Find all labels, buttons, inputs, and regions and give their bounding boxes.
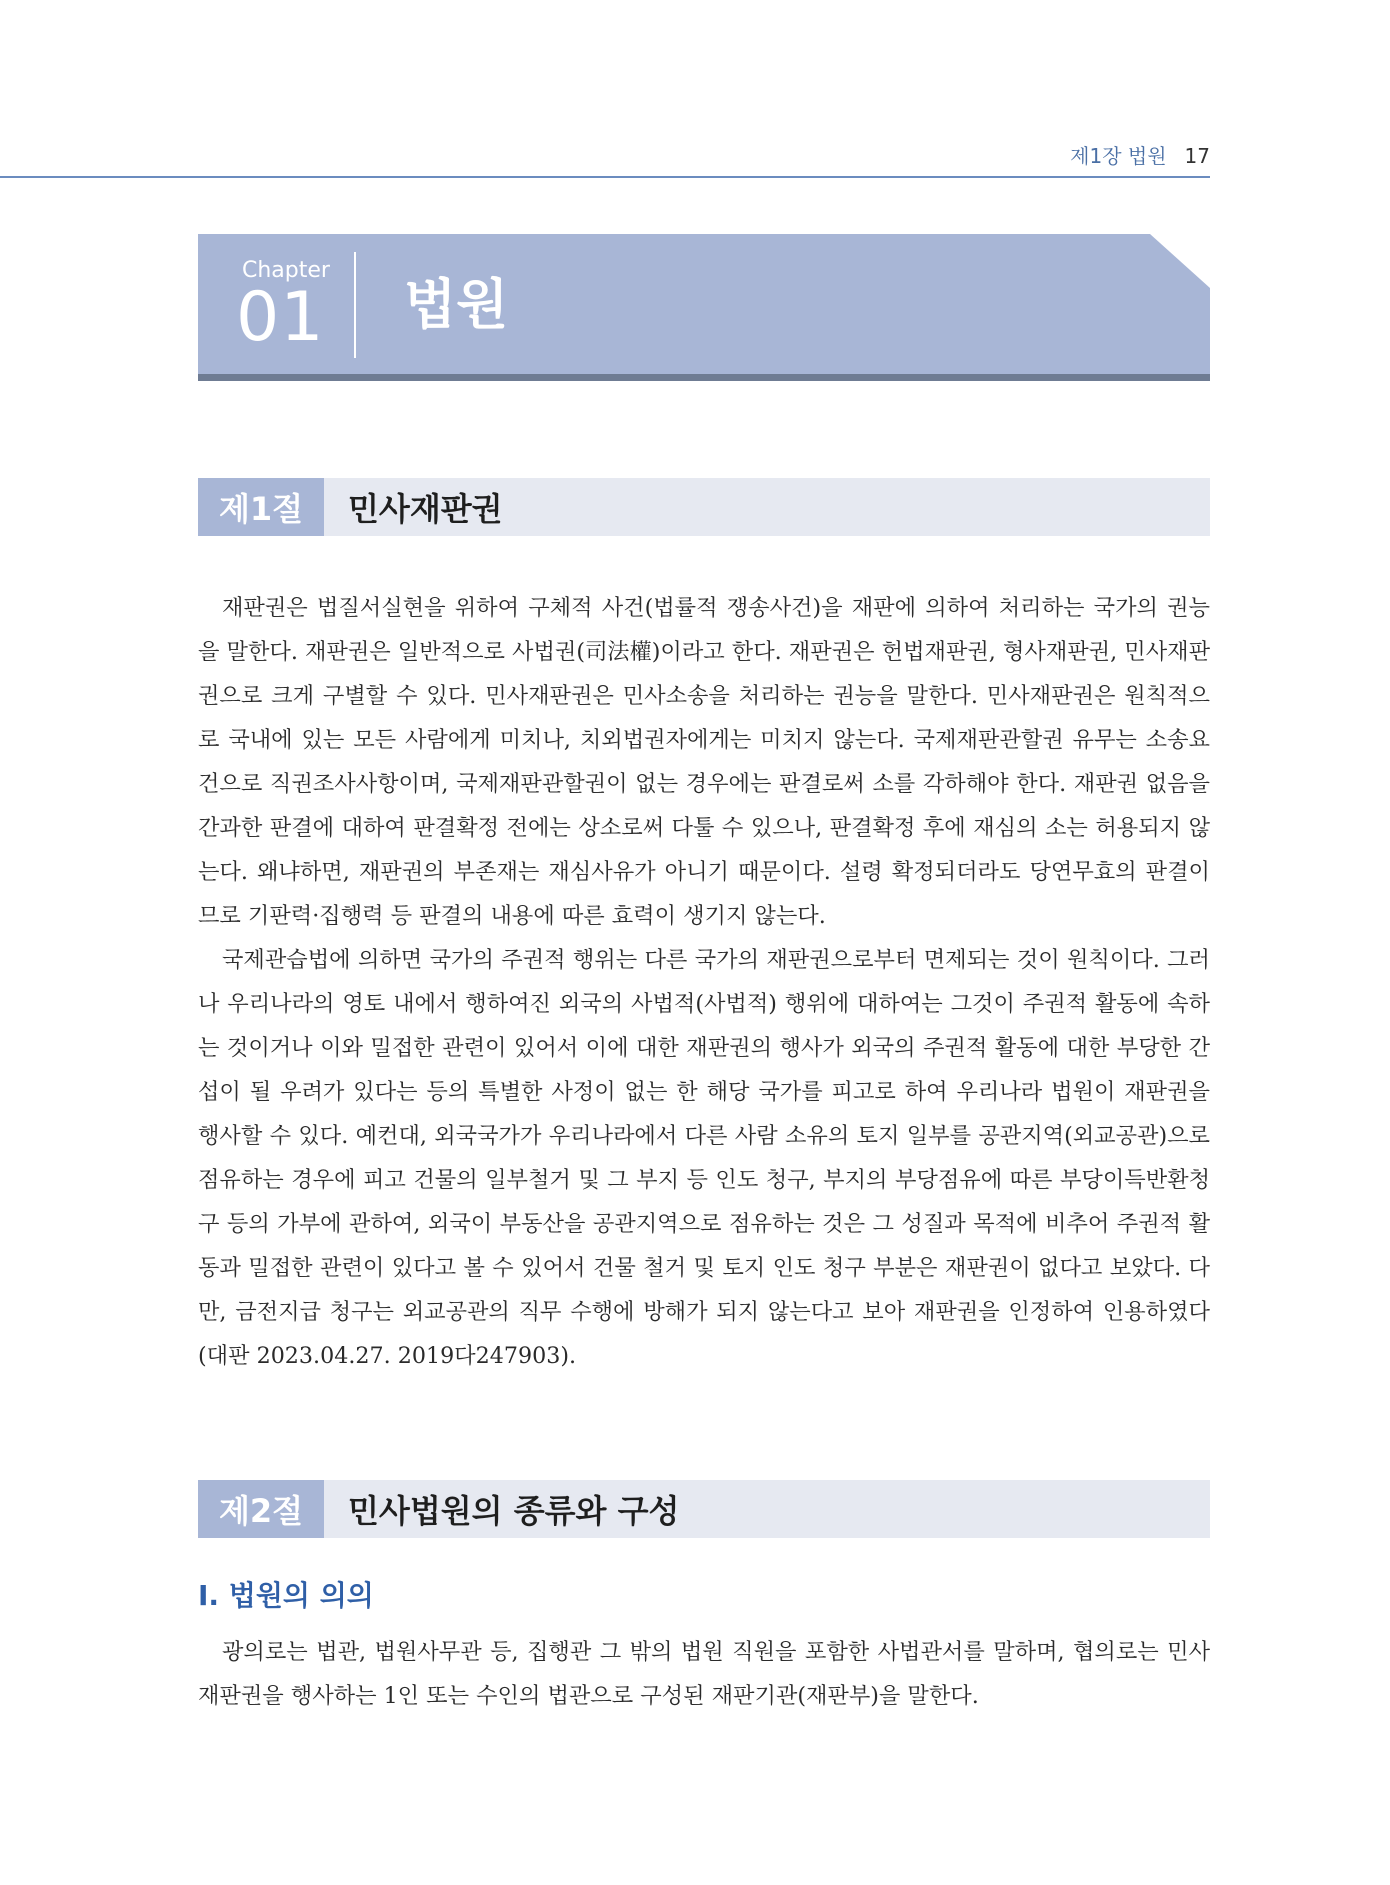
chapter-label: Chapter	[242, 258, 330, 283]
section-number: 제1절	[198, 478, 324, 536]
section-title: 민사재판권	[348, 490, 503, 528]
chapter-banner	[198, 234, 1210, 374]
paragraph: 국제관습법에 의하면 국가의 주권적 행위는 다른 국가의 재판권으로부터 면제되는 것이 원칙이다. 그러나 우리나라의 영토 내에서 행하여진 외국의 사법적(사법적) 행위에 대하여는 그것이 주권적 활동에 속하는 것이거나 이와 밀접한 관련이 있어서 이에 대한 재판권의 행사가 외국의 주권적 활동에 대한 부당한 간섭이 될 우려가 있다는 등의 특별한 사정이 없는 한 해당 국가를 피고로 하여 우리나라 법원이 재판권을 행사할 수 있다. 예컨대, 외국국가가 우리나라에서 다른 사람 소유의 토지 일부를 공관지역(외교공관)으로 점유하는 경우에 피고 건물의 일부철거 및 그 부지 등 인도 청구, 부지의 부당점유에 따른 부당이득반환청구 등의 가부에 관하여, 외국이 부동산을 공관지역으로 점유하는 것은 그 성질과 목적에 비추어 주권적 활동과 밀접한 관련이 있다고 볼 수 있어서 건물 철거 및 토지 인도 청구 부분은 재판권이 없다고 보았다. 다만, 금전지급 청구는 외교공관의 직무 수행에 방해가 되지 않는다고 보아 재판권을 인정하여 인용하였다(대판 2023.04.27. 2019다247903).	[198, 947, 1210, 1369]
section-heading-2	[198, 1480, 1210, 1538]
paragraph: 광의로는 법관, 법원사무관 등, 집행관 그 밖의 법원 직원을 포함한 사법관서를 말하며, 협의로는 민사재판권을 행사하는 1인 또는 수인의 법관으로 구성된 재판기관(재판부)을 말한다.	[198, 1639, 1210, 1709]
section-title: 민사법원의 종류와 구성	[348, 1492, 680, 1530]
subsection-body	[198, 1630, 1210, 1718]
chapter-title: 법원	[404, 273, 509, 336]
section-number: 제2절	[198, 1480, 324, 1538]
page-number: 17	[1184, 144, 1210, 168]
chapter-divider	[354, 252, 356, 358]
chapter-banner-underline	[198, 374, 1210, 381]
header-rule	[0, 176, 1210, 178]
section-heading-1	[198, 478, 1210, 536]
running-header	[1070, 140, 1210, 169]
section-1-body	[198, 586, 1210, 1378]
running-header-title: 제1장 법원	[1070, 144, 1167, 168]
chapter-number: 01	[236, 278, 325, 357]
paragraph: 재판권은 법질서실현을 위하여 구체적 사건(법률적 쟁송사건)을 재판에 의하여 처리하는 국가의 권능을 말한다. 재판권은 일반적으로 사법권(司法權)이라고 한다. 재판권은 헌법재판권, 형사재판권, 민사재판권으로 크게 구별할 수 있다. 민사재판권은 민사소송을 처리하는 권능을 말한다. 민사재판권은 원칙적으로 국내에 있는 모든 사람에게 미치나, 치외법권자에게는 미치지 않는다. 국제재판관할권 유무는 소송요건으로 직권조사사항이며, 국제재판관할권이 없는 경우에는 판결로써 소를 각하해야 한다. 재판권 없음을 간과한 판결에 대하여 판결확정 전에는 상소로써 다툴 수 있으나, 판결확정 후에 재심의 소는 허용되지 않는다. 왜냐하면, 재판권의 부존재는 재심사유가 아니기 때문이다. 설령 확정되더라도 당연무효의 판결이므로 기판력·집행력 등 판결의 내용에 따른 효력이 생기지 않는다.	[198, 595, 1210, 929]
subsection-heading: Ⅰ. 법원의 의의	[198, 1579, 374, 1612]
